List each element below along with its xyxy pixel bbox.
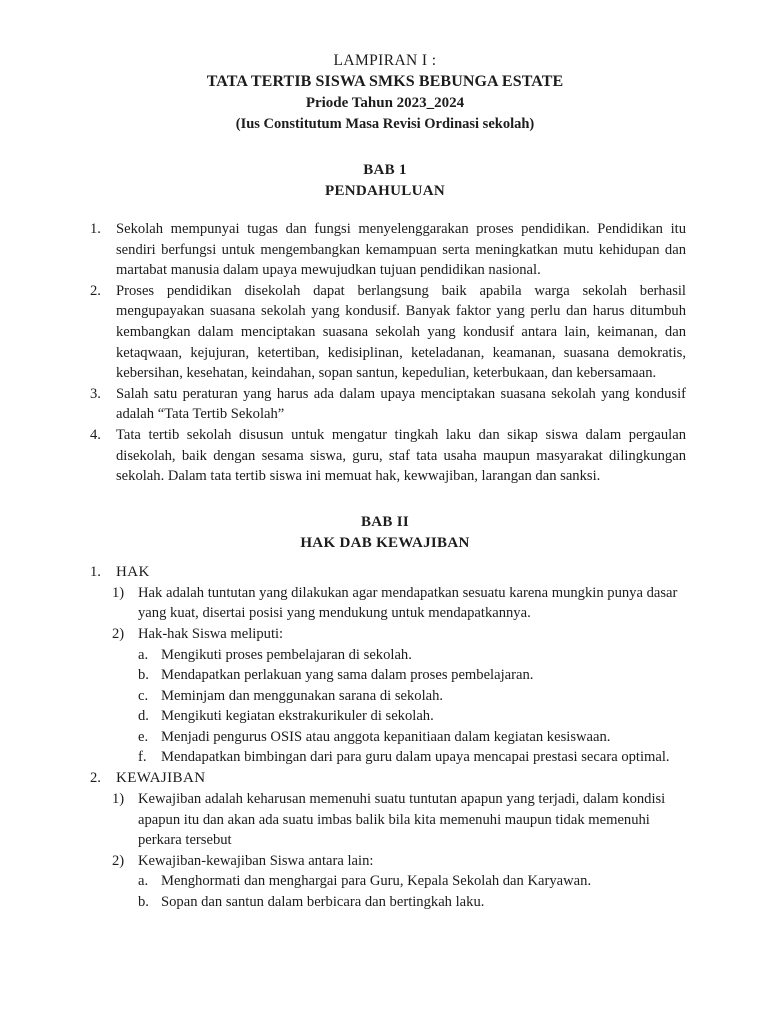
list-item xyxy=(84,425,686,487)
list-text: Menghormati dan menghargai para Guru, Kepala Sekolah dan Karyawan. xyxy=(161,873,592,890)
list-item xyxy=(84,686,686,707)
list-marker: 3. xyxy=(90,385,101,402)
spacer xyxy=(84,135,686,160)
list-text: Sekolah mempunyai tugas dan fungsi menyelenggarakan proses pendidikan. Pendidikan itu sendiri berfungsi untuk mengembangkan kemampuan serta meningkatkan mutu kehidupan dan martabat manusia dalam upaya mewujudkan tujuan pendidikan nasional. xyxy=(116,221,686,279)
list-marker: b. xyxy=(138,894,149,911)
list-text: Kewajiban-kewajiban Siswa antara lain: xyxy=(138,852,374,869)
list-item xyxy=(84,747,686,768)
list-marker: c. xyxy=(138,687,149,704)
list-text: Meminjam dan menggunakan sarana di sekolah. xyxy=(161,687,444,704)
list-marker: 1. xyxy=(90,563,101,580)
list-marker: 2. xyxy=(90,282,101,299)
list-marker: f. xyxy=(138,749,147,766)
list-item xyxy=(84,219,686,281)
list-item xyxy=(84,789,686,851)
chapter-two-label: BAB II xyxy=(360,513,410,530)
list-marker: 2) xyxy=(112,852,125,869)
title-periode: Priode Tahun 2023_2024 xyxy=(305,95,465,111)
list-text: Tata tertib sekolah disusun untuk mengatur tingkah laku dan sikap siswa dalam pergaulan disekolah, baik dengan sesama siswa, guru, staf tata usaha maupun masyarakat dilingkungan sekolah. Dalam tata tertib siswa ini memuat hak, kewwajiban, larangan dan sanksi. xyxy=(116,426,686,485)
section-heading-label: KEWAJIBAN xyxy=(116,770,206,787)
list-marker: 1) xyxy=(112,791,125,808)
list-item xyxy=(84,706,686,727)
title-lampiran: LAMPIRAN I : xyxy=(333,52,437,69)
list-marker: 1) xyxy=(112,584,125,601)
list-item xyxy=(84,851,686,872)
list-marker: b. xyxy=(138,667,149,684)
section-heading-label: HAK xyxy=(116,563,150,580)
spacer xyxy=(84,202,686,219)
list-marker: e. xyxy=(138,728,149,745)
spacer xyxy=(84,554,686,562)
list-marker: 1. xyxy=(90,221,101,237)
list-marker: 4. xyxy=(90,426,101,443)
list-marker: 2. xyxy=(90,770,101,787)
list-text: Mengikuti kegiatan ekstrakurikuler di sekolah. xyxy=(161,708,434,725)
list-item xyxy=(84,871,686,892)
chapter-one-title: PENDAHULUAN xyxy=(325,183,445,199)
list-item xyxy=(84,727,686,748)
title-main: TATA TERTIB SISWA SMKS BEBUNGA ESTATE xyxy=(206,73,564,90)
list-marker: a. xyxy=(138,873,149,890)
list-item xyxy=(84,892,686,913)
list-marker: a. xyxy=(138,646,149,663)
list-text: Hak adalah tuntutan yang dilakukan agar mendapatkan sesuatu karena mungkin punya dasar yang kuat, disertai posisi yang mendukung untuk mendapatkannya. xyxy=(138,584,678,622)
list-marker: 2) xyxy=(112,625,125,642)
list-text: Menjadi pengurus OSIS atau anggota kepanitiaan dalam kegiatan kesiswaan. xyxy=(161,728,611,745)
chapter-two-title: HAK DAB KEWAJIBAN xyxy=(300,534,470,551)
list-item xyxy=(84,665,686,686)
list-item xyxy=(84,384,686,425)
list-item xyxy=(84,281,686,384)
list-text: Kewajiban adalah keharusan memenuhi suatu tuntutan apapun yang terjadi, dalam kondisi apapun itu dan akan ada suatu imbas balik bila kita memenuhi maupun tidak memenuhi perkara tersebut xyxy=(138,791,666,849)
list-marker: d. xyxy=(138,708,149,725)
spacer xyxy=(84,487,686,512)
document-body xyxy=(84,50,686,913)
list-item xyxy=(84,583,686,624)
document-title-block xyxy=(84,50,686,135)
list-text: Proses pendidikan disekolah dapat berlangsung baik apabila warga sekolah berhasil mengupayakan suasana sekolah yang kondusif. Banyak faktor yang perlu dan harus ditumbuh kembangkan dalam menciptakan suasana sekolah yang kondusif antara lain, keimanan, dan ketaqwaan, kejujuran, ketertiban, kedisiplinan, keteladanan, keamanan, suasana demokratis, kebersihan, kesehatan, keindahan, sopan santun, kepedulian, keterbukaan, dan kebersamaan. xyxy=(116,282,686,382)
list-text: Hak-hak Siswa meliputi: xyxy=(138,625,284,642)
list-text: Mendapatkan perlakuan yang sama dalam proses pembelajaran. xyxy=(161,667,534,684)
list-text: Sopan dan santun dalam berbicara dan bertingkah laku. xyxy=(161,894,485,911)
section-heading-hak xyxy=(84,562,686,583)
section-heading-kewajiban xyxy=(84,768,686,789)
list-item xyxy=(84,624,686,645)
list-item xyxy=(84,645,686,666)
list-text: Mendapatkan bimbingan dari para guru dalam upaya mencapai prestasi secara optimal. xyxy=(161,749,670,766)
chapter-one-label: BAB 1 xyxy=(363,162,407,178)
title-subtitle: (Ius Constitutum Masa Revisi Ordinasi sekolah) xyxy=(235,116,535,132)
list-text: Mengikuti proses pembelajaran di sekolah. xyxy=(161,646,412,663)
list-text: Salah satu peraturan yang harus ada dalam upaya menciptakan suasana sekolah yang kondusif adalah “Tata Tertib Sekolah” xyxy=(116,385,686,423)
